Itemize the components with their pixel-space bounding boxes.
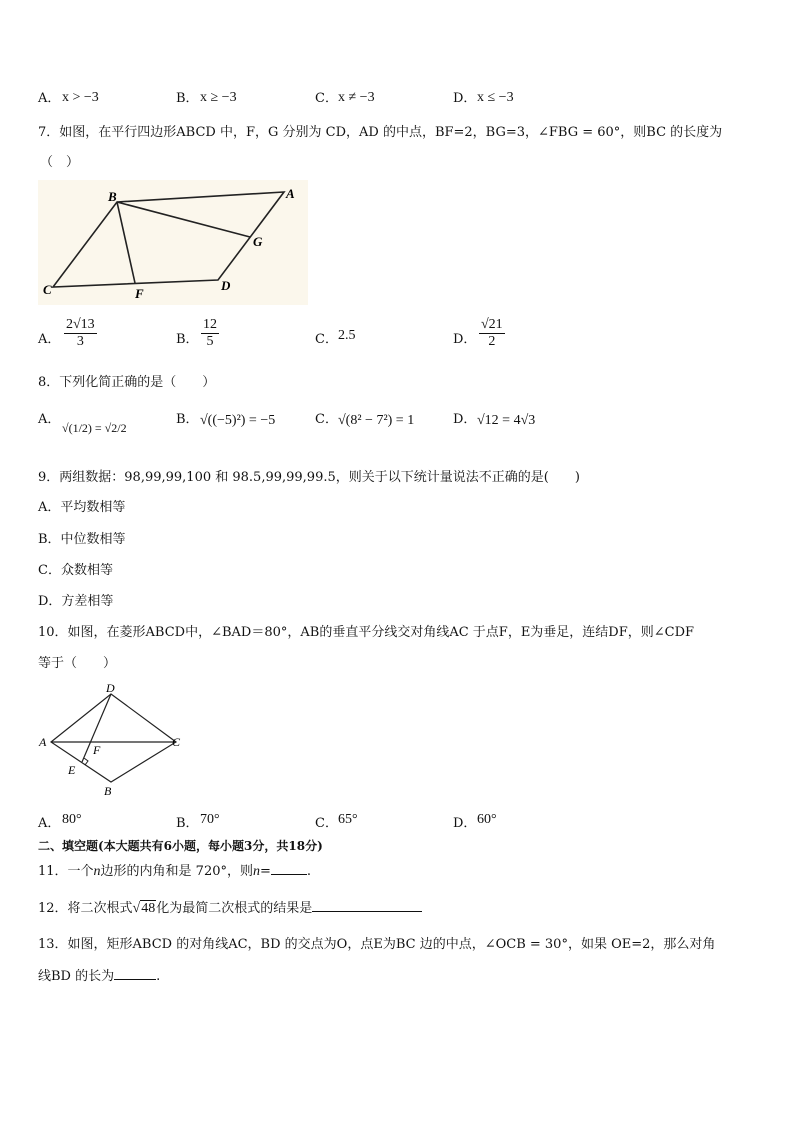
q7-option-c-letter: C．: [315, 332, 338, 347]
q7-option-b-denominator: 5: [206, 334, 214, 349]
q10-option-c-value: 65°: [338, 812, 358, 827]
q10-option-a-letter: A．: [38, 816, 61, 831]
q7-option-c-value: 2.5: [338, 328, 356, 343]
q13-line2-end: .: [156, 969, 161, 984]
q11-mid: 边形的内角和是 720°，则: [100, 864, 253, 879]
q7-option-b-fraction: [201, 317, 219, 350]
q7-option-d-numerator: √21: [481, 317, 503, 332]
q8-option-b-letter: B．: [176, 412, 199, 427]
q7-option-d-letter: D．: [453, 332, 477, 347]
q11-var-n2: n: [253, 864, 260, 879]
q8-stem: 8．下列化简正确的是（ ）: [38, 375, 216, 390]
q7-option-d-denominator: 2: [488, 334, 496, 349]
q6-option-c-expr: x ≠ −3: [338, 90, 375, 105]
q7-option-b-numerator: 12: [203, 317, 217, 332]
q6-option-b-letter: B．: [176, 91, 199, 106]
q11-pre: 11．一个: [38, 864, 94, 879]
q7-option-a-numerator: 2√13: [66, 317, 95, 332]
q10-label-e: E: [68, 763, 76, 777]
q7-stem-line1: 7．如图，在平行四边形ABCD 中，F，G 分别为 CD，AD 的中点，BF=2，BG=3，∠FBG = 60°，则BC 的长度为: [38, 125, 723, 140]
q6-option-a-expr: x > −3: [62, 90, 99, 105]
q9-option-d: D．方差相等: [38, 594, 114, 609]
q10-label-a: A: [39, 735, 47, 749]
q13-stem-line1: 13．如图，矩形ABCD 的对角线AC，BD 的交点为O，点E为BC 边的中点，∠OCB = 30°，如果 OE=2，那么对角: [38, 937, 716, 952]
q8-option-b-expr: √((−5)²) = −5: [200, 413, 276, 428]
q12-radical: √48: [132, 901, 156, 916]
q7-parallelogram-figure: [38, 180, 308, 305]
q10-rhombus-figure: [36, 682, 186, 800]
q8-option-a-expr: √(1/2) = √2/2: [62, 421, 127, 435]
q13-line2: [38, 968, 160, 986]
q10-option-b-value: 70°: [200, 812, 220, 827]
q7-label-d: D: [221, 278, 231, 293]
q11-answer-blank[interactable]: [271, 874, 307, 875]
q12-answer-blank[interactable]: [312, 911, 422, 912]
q10-option-b-letter: B．: [176, 816, 199, 831]
q11-line: [38, 863, 311, 881]
q6-option-d-letter: D．: [453, 91, 477, 106]
q12-pre: 12．将二次根式: [38, 901, 133, 916]
q7-stem-line2: （ ）: [40, 155, 80, 170]
q7-option-a-denominator: 3: [76, 334, 84, 349]
q6-option-d-expr: x ≤ −3: [477, 90, 514, 105]
q6-option-b-expr: x ≥ −3: [200, 90, 237, 105]
q8-option-a-letter: A．: [38, 412, 61, 427]
q12-line: [38, 900, 422, 918]
q8-option-d-expr: √12 = 4√3: [477, 413, 536, 428]
q9-stem: 9．两组数据：98,99,99,100 和 98.5,99,99,99.5，则关于以下统计量说法不正确的是( ): [38, 470, 580, 485]
q13-answer-blank[interactable]: [114, 979, 156, 980]
q7-label-c: C: [43, 282, 52, 297]
q10-label-b: B: [104, 784, 112, 798]
q7-option-a-letter: A．: [38, 332, 61, 347]
q10-label-d: D: [106, 682, 115, 695]
q10-option-d-value: 60°: [477, 812, 497, 827]
q8-option-d-letter: D．: [453, 412, 477, 427]
q8-option-c-expr: √(8² − 7²) = 1: [338, 413, 415, 428]
q9-option-c: C．众数相等: [38, 563, 113, 578]
q7-option-d-fraction: [479, 317, 505, 350]
q11-end: .: [306, 864, 312, 879]
q11-equals: =: [260, 864, 271, 879]
q10-stem-line1: 10．如图，在菱形ABCD中，∠BAD＝80°，AB的垂直平分线交对角线AC 于点F，E为垂足，连结DF，则∠CDF: [38, 625, 695, 640]
q6-option-a-letter: A．: [38, 91, 61, 106]
q10-option-a-value: 80°: [62, 812, 82, 827]
q6-option-c-letter: C．: [315, 91, 338, 106]
q7-label-b: B: [108, 189, 117, 204]
q7-label-f: F: [135, 286, 144, 301]
q12-post: 化为最简二次根式的结果是: [156, 901, 313, 916]
q7-label-g: G: [253, 234, 263, 249]
q10-label-f: F: [93, 743, 101, 757]
q10-stem-line2: 等于（ ）: [38, 656, 117, 671]
q8-option-c-letter: C．: [315, 412, 338, 427]
q12-radicand: 48: [141, 901, 156, 916]
q9-option-b: B．中位数相等: [38, 532, 126, 547]
q7-option-b-letter: B．: [176, 332, 199, 347]
q10-label-c: C: [172, 735, 181, 749]
q7-option-a-fraction: [64, 317, 97, 350]
q10-option-c-letter: C．: [315, 816, 338, 831]
q7-label-a: A: [286, 186, 295, 201]
q10-option-d-letter: D．: [453, 816, 477, 831]
q9-option-a: A．平均数相等: [38, 500, 126, 515]
q13-line2-pre: 线BD 的长为: [38, 969, 115, 984]
section-2-heading: 二、填空题(本大题共有6小题，每小题3分，共18分): [38, 839, 323, 853]
q11-var-n: n: [93, 864, 101, 879]
